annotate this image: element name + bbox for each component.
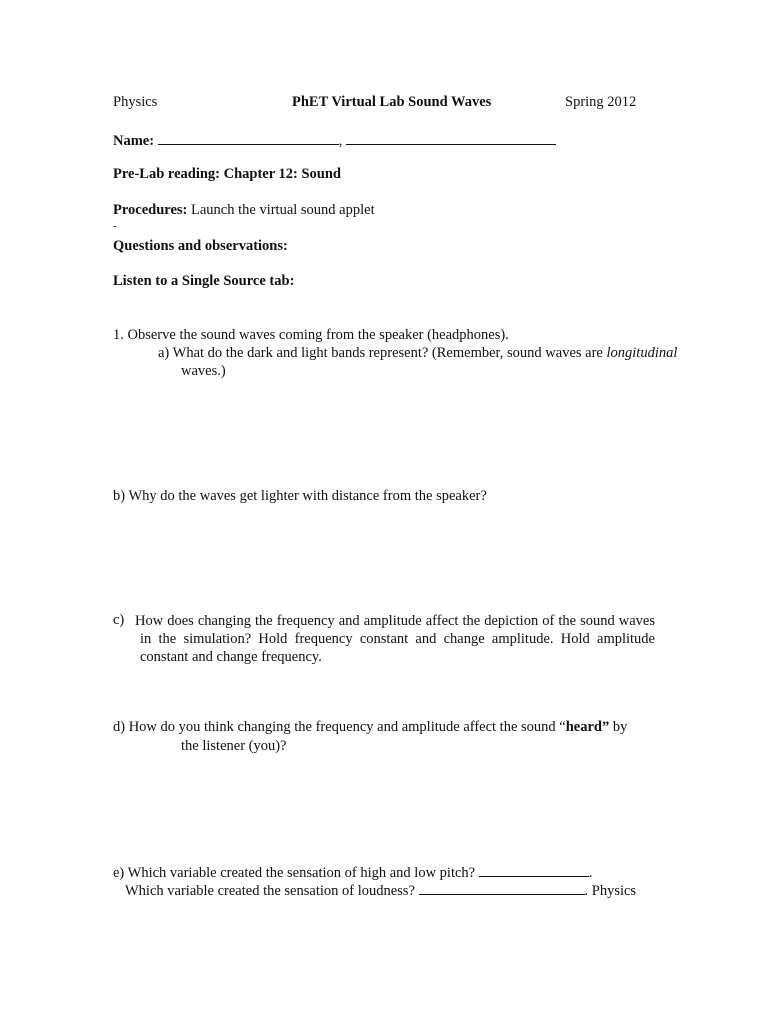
second-name-blank[interactable] (346, 130, 556, 145)
question-d-continued: the listener (you)? (181, 738, 287, 754)
question-b: b) Why do the waves get lighter with distance from the speaker? (113, 488, 487, 504)
question-c-prefix: c) (113, 612, 125, 628)
procedures-label: Procedures: (113, 202, 188, 218)
name-separator: , (338, 133, 343, 149)
worksheet-title: PhET Virtual Lab Sound Waves (292, 94, 492, 110)
stray-mark: - (113, 220, 117, 232)
question-c-text: How does changing the frequency and amplitude affect the depiction of the sound waves in the simulation? Hold frequency constant and change amplitude. Hold amplitude constant and change frequency. (135, 613, 655, 665)
questions-heading: Questions and observations: (113, 238, 288, 254)
question-e-loudness (125, 880, 636, 900)
pitch-period: . (588, 865, 593, 881)
question-1a-text: a) What do the dark and light bands represent? (Remember, sound waves are (158, 345, 607, 361)
longitudinal-term: longitudinal (606, 345, 678, 361)
term-label: Spring 2012 (565, 94, 637, 110)
procedures-text: Launch the virtual sound applet (191, 202, 375, 218)
question-d-text: d) How do you think changing the frequency and amplitude affect the sound “ (113, 719, 566, 735)
question-1a (158, 345, 677, 362)
course-label: Physics (113, 94, 158, 110)
tab-heading: Listen to a Single Source tab: (113, 273, 295, 289)
name-line (113, 130, 556, 150)
pitch-question-text: e) Which variable created the sensation of high and low pitch? (113, 865, 479, 881)
name-label: Name: (113, 133, 155, 149)
procedures-line (113, 202, 375, 219)
question-d (113, 719, 627, 736)
first-name-blank[interactable] (158, 130, 339, 145)
question-e-pitch (113, 862, 592, 882)
pitch-answer-blank[interactable] (479, 862, 589, 877)
question-1a-continued: waves.) (181, 363, 226, 379)
question-d-by: by (609, 719, 628, 735)
prelab-reading: Pre-Lab reading: Chapter 12: Sound (113, 166, 341, 182)
question-1-intro: 1. Observe the sound waves coming from the speaker (headphones). (113, 327, 509, 343)
loudness-question-text: Which variable created the sensation of loudness? (125, 883, 419, 899)
heard-emphasis: heard” (565, 719, 610, 735)
loudness-answer-blank[interactable] (419, 880, 585, 895)
loudness-period-footer: . Physics (584, 883, 637, 899)
